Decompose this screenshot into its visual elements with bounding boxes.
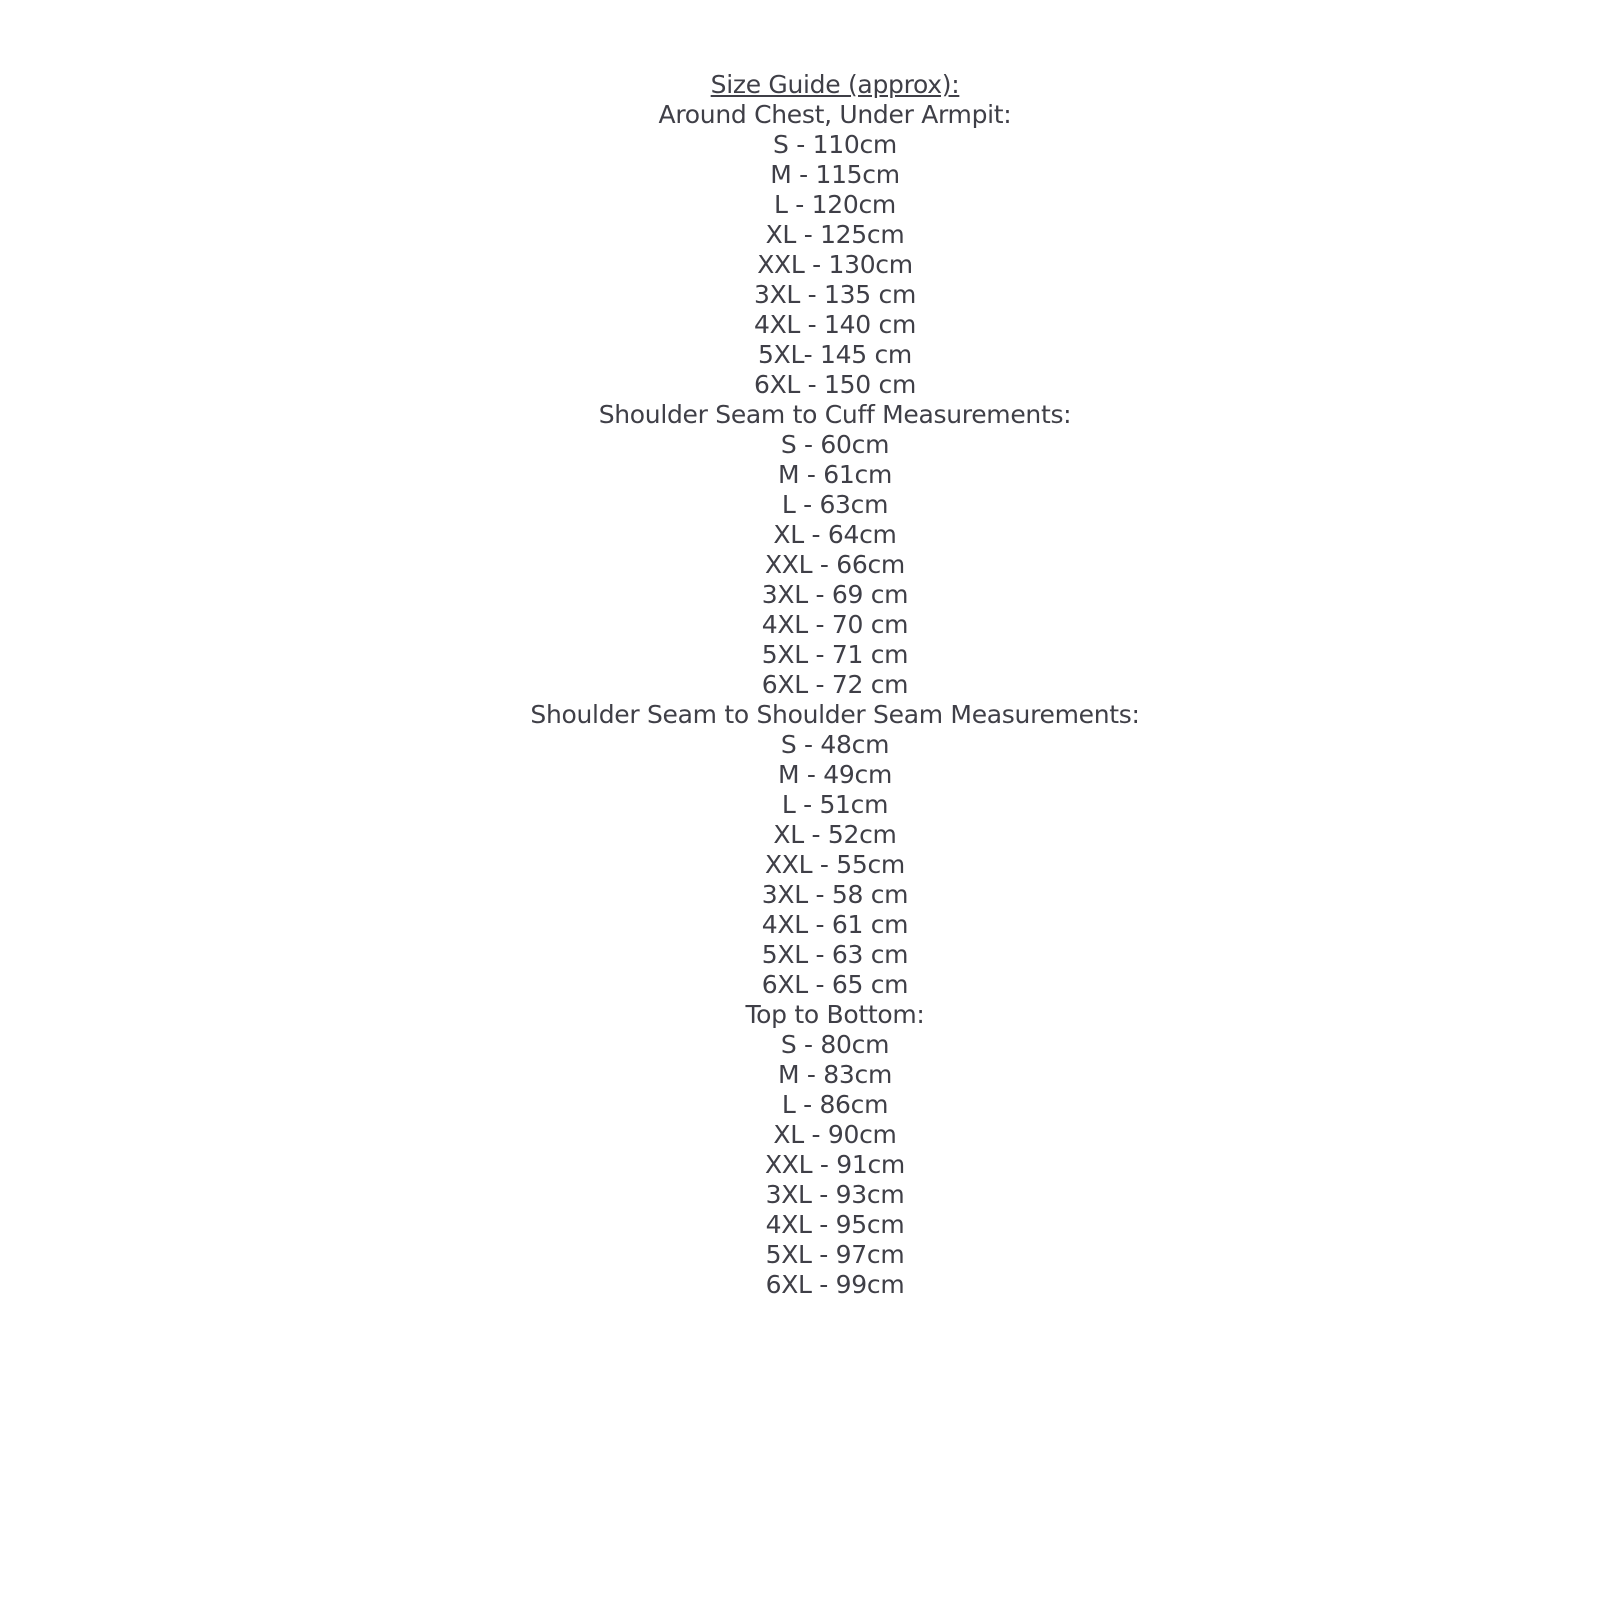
size-line: S - 48cm: [780, 730, 890, 759]
section-chest-list: [70, 130, 1600, 400]
section-shoulder-list: [70, 730, 1600, 1000]
size-line: 3XL - 69 cm: [761, 580, 909, 609]
size-line: 5XL - 71 cm: [761, 640, 909, 669]
size-line: S - 80cm: [780, 1030, 890, 1059]
size-line: 6XL - 99cm: [765, 1270, 905, 1299]
size-line: 3XL - 135 cm: [753, 280, 917, 309]
section-length-heading: Top to Bottom:: [745, 1000, 925, 1029]
size-line: L - 120cm: [774, 190, 896, 219]
size-line: M - 61cm: [778, 460, 892, 489]
size-line: 5XL - 63 cm: [761, 940, 909, 969]
section-chest-heading: Around Chest, Under Armpit:: [658, 100, 1012, 129]
size-line: XXL - 55cm: [764, 850, 905, 879]
size-line: XL - 125cm: [765, 220, 905, 249]
size-line: 6XL - 72 cm: [761, 670, 909, 699]
size-line: XXL - 91cm: [764, 1150, 905, 1179]
section-sleeve-heading: Shoulder Seam to Cuff Measurements:: [598, 400, 1072, 429]
size-line: XXL - 130cm: [757, 250, 913, 279]
size-line: XXL - 66cm: [764, 550, 905, 579]
size-line: 4XL - 61 cm: [761, 910, 909, 939]
page-title: Size Guide (approx):: [710, 70, 960, 99]
section-sleeve-list: [70, 430, 1600, 700]
section-length-list: [70, 1030, 1600, 1300]
size-line: S - 60cm: [780, 430, 890, 459]
size-line: M - 115cm: [770, 160, 900, 189]
size-line: 4XL - 70 cm: [761, 610, 909, 639]
section-shoulder: [70, 700, 1600, 1000]
size-line: L - 51cm: [781, 790, 889, 819]
size-line: S - 110cm: [773, 130, 897, 159]
size-line: XL - 64cm: [773, 520, 897, 549]
section-sleeve: [70, 400, 1600, 700]
size-line: 4XL - 95cm: [765, 1210, 905, 1239]
size-line: L - 63cm: [781, 490, 889, 519]
size-line: 3XL - 93cm: [765, 1180, 905, 1209]
size-line: L - 86cm: [781, 1090, 889, 1119]
size-line: 6XL - 65 cm: [761, 970, 909, 999]
section-chest: [70, 100, 1600, 400]
size-line: 5XL- 145 cm: [758, 340, 912, 369]
size-line: XL - 90cm: [773, 1120, 897, 1149]
section-shoulder-heading: Shoulder Seam to Shoulder Seam Measurements:: [530, 700, 1140, 729]
size-line: M - 49cm: [778, 760, 892, 789]
size-line: XL - 52cm: [773, 820, 897, 849]
size-line: 6XL - 150 cm: [753, 370, 917, 399]
size-line: 4XL - 140 cm: [753, 310, 917, 339]
section-length: [70, 1000, 1600, 1300]
size-line: 3XL - 58 cm: [761, 880, 909, 909]
size-line: M - 83cm: [778, 1060, 892, 1089]
size-line: 5XL - 97cm: [765, 1240, 905, 1269]
